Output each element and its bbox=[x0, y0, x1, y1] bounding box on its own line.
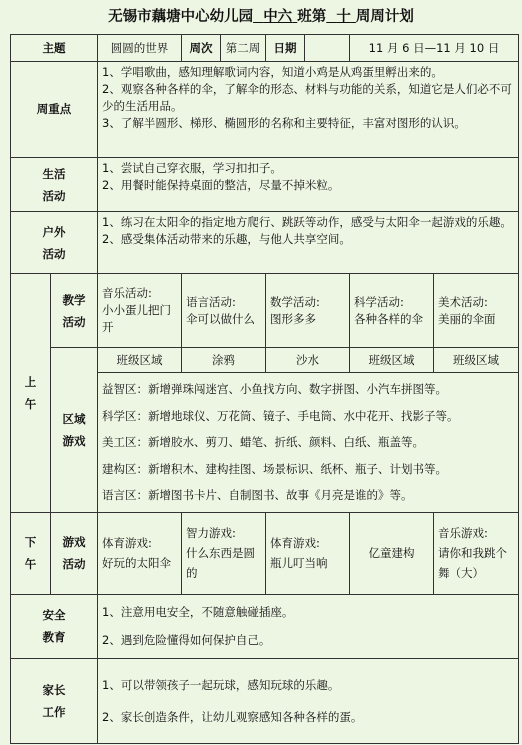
focus-item: 2、观察各种各样的伞，了解伞的形态、材料与功能的关系，知道它是人们必不可少的生活用品。 bbox=[102, 82, 512, 113]
life-item: 1、尝试自己穿衣服，学习扣扣子。 bbox=[102, 161, 282, 175]
page-title bbox=[0, 0, 522, 34]
theme-label: 主题 bbox=[11, 35, 98, 62]
area-name: 班级区域 bbox=[434, 348, 519, 373]
week-label: 周次 bbox=[182, 35, 221, 61]
life-item: 2、用餐时能保持桌面的整洁，尽量不掉米粒。 bbox=[102, 178, 340, 192]
game-cell: 亿童建构 bbox=[350, 512, 434, 594]
week-number: 十 bbox=[336, 9, 351, 25]
parent-item: 2、家长创造条件，让幼儿观察感知各种各样的蛋。 bbox=[102, 709, 363, 724]
theme-value: 圆圆的世界 bbox=[98, 35, 182, 62]
teach-cell-art: 美术活动: 美丽的伞面 bbox=[434, 274, 519, 348]
life-content bbox=[98, 158, 519, 212]
parent-row bbox=[11, 658, 519, 743]
area-detail-item: 美工区：新增胶水、剪刀、蜡笔、折纸、颜料、白纸、瓶盖等。 bbox=[102, 435, 424, 449]
week-value: 第二周 bbox=[225, 40, 261, 55]
outdoor-content bbox=[98, 212, 519, 274]
teach-cell-language: 语言活动: 伞可以做什么 bbox=[182, 274, 266, 348]
game-cell: 体育游戏: 瓶儿叮当响 bbox=[266, 512, 350, 594]
safety-item: 1、注意用电安全，不随意触碰插座。 bbox=[102, 605, 294, 619]
safety-content bbox=[98, 594, 519, 658]
focus-label: 周重点 bbox=[11, 62, 98, 158]
safety-label: 安全 教育 bbox=[11, 594, 98, 658]
outdoor-label: 户外 活动 bbox=[11, 212, 98, 274]
area-detail-item: 建构区：新增积木、建构挂图、场景标识、纸杯、瓶子、计划书等。 bbox=[102, 461, 447, 476]
date-label: 日期 bbox=[266, 35, 305, 61]
info-row bbox=[11, 35, 519, 62]
outdoor-row bbox=[11, 212, 519, 274]
pm-games-row bbox=[11, 512, 519, 594]
week-cell bbox=[182, 35, 266, 62]
safety-row bbox=[11, 594, 519, 658]
outdoor-item: 2、感受集体活动带来的乐趣，与他人共享空间。 bbox=[102, 232, 351, 246]
teach-cell-music: 音乐活动: 小小蛋儿把门开 bbox=[98, 274, 182, 348]
focus-content bbox=[98, 62, 519, 158]
title-suffix: 周周计划 bbox=[355, 9, 414, 25]
teach-cell-science: 科学活动: 各种各样的伞 bbox=[350, 274, 434, 348]
parent-item: 1、可以带领孩子一起玩球，感知玩球的乐趣。 bbox=[102, 677, 340, 692]
area-detail-item: 语言区：新增图书卡片、自制图书、故事《月亮是谁的》等。 bbox=[102, 488, 413, 502]
game-cell: 智力游戏: 什么东西是圆的 bbox=[182, 512, 266, 594]
life-row bbox=[11, 158, 519, 212]
teach-cell-math: 数学活动: 图形多多 bbox=[266, 274, 350, 348]
am-teach-row bbox=[11, 274, 519, 348]
focus-item: 1、学唱歌曲，感知理解歌词内容，知道小鸡是从鸡蛋里孵出来的。 bbox=[102, 65, 443, 79]
area-detail-item: 益智区：新增弹珠闯迷宫、小鱼找方向、数字拼图、小汽车拼图等。 bbox=[102, 382, 447, 396]
date-value: 11 月 6 日—11 月 10 日 bbox=[350, 35, 519, 62]
plan-table bbox=[10, 34, 519, 744]
area-name: 沙水 bbox=[266, 348, 350, 373]
area-name: 班级区域 bbox=[350, 348, 434, 373]
area-header-row bbox=[11, 348, 519, 373]
am-label: 上 午 bbox=[11, 274, 51, 513]
class-suffix: 班第 bbox=[297, 9, 327, 25]
parent-label: 家长 工作 bbox=[11, 658, 98, 743]
pm-label: 下 午 bbox=[11, 512, 51, 594]
area-details bbox=[98, 373, 519, 513]
date-label-cell bbox=[266, 35, 350, 62]
area-name: 班级区域 bbox=[98, 348, 182, 373]
life-label: 生活 活动 bbox=[11, 158, 98, 212]
area-detail-item: 科学区：新增地球仪、万花筒、镜子、手电筒、水中花开、找影子等。 bbox=[102, 408, 459, 423]
parent-content bbox=[98, 658, 519, 743]
school-name: 无锡市藕塘中心幼儿园 bbox=[108, 9, 254, 25]
safety-item: 2、遇到危险懂得如何保护自己。 bbox=[102, 633, 271, 647]
focus-row bbox=[11, 62, 519, 158]
outdoor-item: 1、练习在太阳伞的指定地方爬行、跳跃等动作，感受与太阳伞一起游戏的乐趣。 bbox=[102, 215, 512, 229]
teach-label: 教学 活动 bbox=[51, 274, 98, 348]
game-cell: 体育游戏: 好玩的太阳伞 bbox=[98, 512, 182, 594]
area-name: 涂鸦 bbox=[182, 348, 266, 373]
class-name: 中六 bbox=[263, 9, 293, 25]
area-label: 区域 游戏 bbox=[51, 348, 98, 513]
focus-item: 3、了解半圆形、梯形、椭圆形的名称和主要特征，丰富对图形的认识。 bbox=[102, 116, 466, 130]
game-label: 游戏 活动 bbox=[51, 512, 98, 594]
game-cell: 音乐游戏: 请你和我跳个舞（大） bbox=[434, 512, 519, 594]
